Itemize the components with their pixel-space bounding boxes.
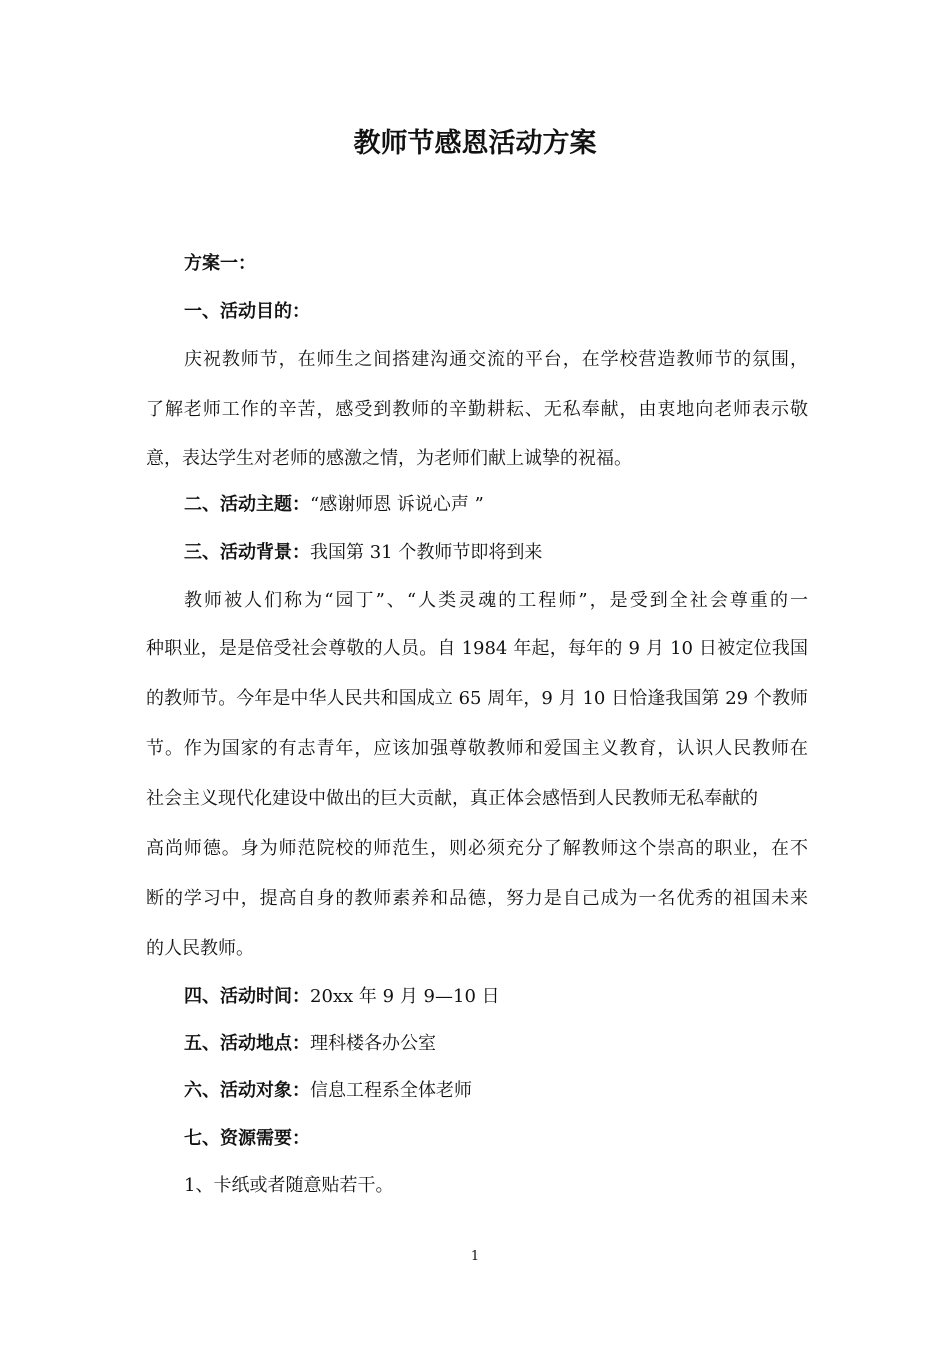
section3-line: 种职业，是是倍受社会尊敬的人员。自 1984 年起，每年的 9 月 10 日被定位我国 <box>146 638 808 659</box>
plan-label: 方案一： <box>184 253 256 274</box>
section1-line: 庆祝教师节，在师生之间搭建沟通交流的平台，在学校营造教师节的氛围， <box>184 349 808 370</box>
section3-text: 我国第 31 个教师节即将到来 <box>310 542 543 563</box>
section6-heading: 六、活动对象： <box>184 1080 310 1101</box>
section1-heading: 一、活动目的： <box>184 301 310 322</box>
section3-line: 的教师节。今年是中华人民共和国成立 65 周年，9 月 10 日恰逢我国第 29 个教师 <box>146 688 808 709</box>
section3-line: 的人民教师。 <box>146 938 254 959</box>
section2-heading: 二、活动主题： <box>184 494 310 515</box>
section1-line: 了解老师工作的辛苦，感受到教师的辛勤耕耘、无私奉献，由衷地向老师表示敬 <box>146 399 808 420</box>
section3-line: 社会主义现代化建设中做出的巨大贡献，真正体会感悟到人民教师无私奉献的 <box>146 788 758 809</box>
section1-line: 意，表达学生对老师的感激之情，为老师们献上诚挚的祝福。 <box>146 448 632 469</box>
section5-text: 理科楼各办公室 <box>310 1033 436 1054</box>
section4-paragraph <box>184 984 808 1010</box>
document-title: 教师节感恩活动方案 <box>353 128 597 159</box>
section3-heading: 三、活动背景： <box>184 542 310 563</box>
section3-line: 教师被人们称为“园丁”、“人类灵魂的工程师”，是受到全社会尊重的一 <box>184 590 808 611</box>
page-number: 1 <box>470 1249 480 1264</box>
section5-paragraph <box>184 1031 808 1057</box>
section5-heading: 五、活动地点： <box>184 1033 310 1054</box>
section3-paragraph <box>184 540 808 566</box>
section3-line: 高尚师德。身为师范院校的师范生，则必须充分了解教师这个崇高的职业，在不 <box>146 838 808 859</box>
list-item: 1、卡纸或者随意贴若干。 <box>184 1175 394 1196</box>
section3-line: 断的学习中，提高自身的教师素养和品德，努力是自己成为一名优秀的祖国未来 <box>146 888 808 909</box>
section7-heading: 七、资源需要： <box>184 1128 310 1149</box>
section4-heading: 四、活动时间： <box>184 986 310 1007</box>
section3-line: 节。作为国家的有志青年，应该加强尊敬教师和爱国主义教育，认识人民教师在 <box>146 738 808 759</box>
section2-paragraph <box>184 492 808 518</box>
section6-text: 信息工程系全体老师 <box>310 1080 472 1101</box>
section2-text: “感谢师恩 诉说心声 ” <box>310 494 484 515</box>
section6-paragraph <box>184 1078 808 1104</box>
section4-text: 20xx 年 9 月 9—10 日 <box>310 986 500 1007</box>
